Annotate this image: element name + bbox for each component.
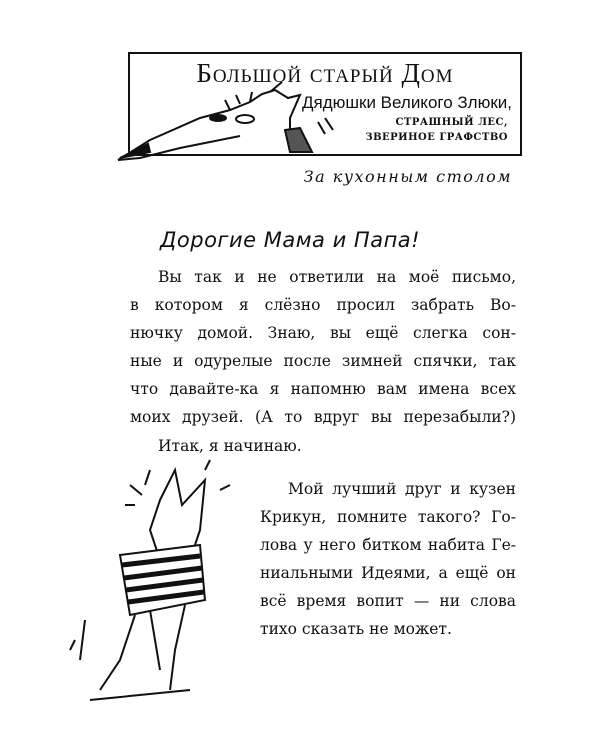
krikun-illustration: [70, 460, 230, 700]
text-line: что давайте-ка я напомню вам имена всех: [130, 380, 516, 398]
text-line: всё время вопит — ни слова: [260, 592, 516, 610]
text-line: Крикун, помните такого? Го-: [260, 508, 516, 526]
header-place-line2: ЗВЕРИНОЕ ГРАФСТВО: [365, 132, 508, 143]
text-line: тихо сказать не может.: [260, 620, 452, 638]
letter-greeting: Дорогие Мама и Папа!: [160, 228, 421, 252]
text-line: в котором я слёзно просил забрать Во-: [130, 296, 516, 314]
text-line: ниальными Идеями, а ещё он: [260, 564, 516, 582]
location-line: За кухонным столом: [303, 167, 512, 186]
header-subtitle: Дядюшки Великого Злюки,: [301, 93, 512, 112]
text-line: лова у него битком набита Ге-: [260, 536, 516, 554]
text-line: моих друзей. (А то вдруг вы перезабыли?): [130, 408, 516, 426]
text-line: нючку домой. Знаю, вы ещё слегка сон-: [130, 324, 516, 342]
text-line: ные и одурелые после зимней спячки, так: [130, 352, 516, 370]
text-line: Вы так и не ответили на моё письмо,: [158, 268, 516, 286]
text-line: Итак, я начинаю.: [158, 437, 302, 455]
text-line: Мой лучший друг и кузен: [288, 480, 516, 498]
header-title: Большой старый Дом: [196, 58, 454, 88]
header-place-line1: СТРАШНЫЙ ЛЕС,: [395, 117, 508, 128]
